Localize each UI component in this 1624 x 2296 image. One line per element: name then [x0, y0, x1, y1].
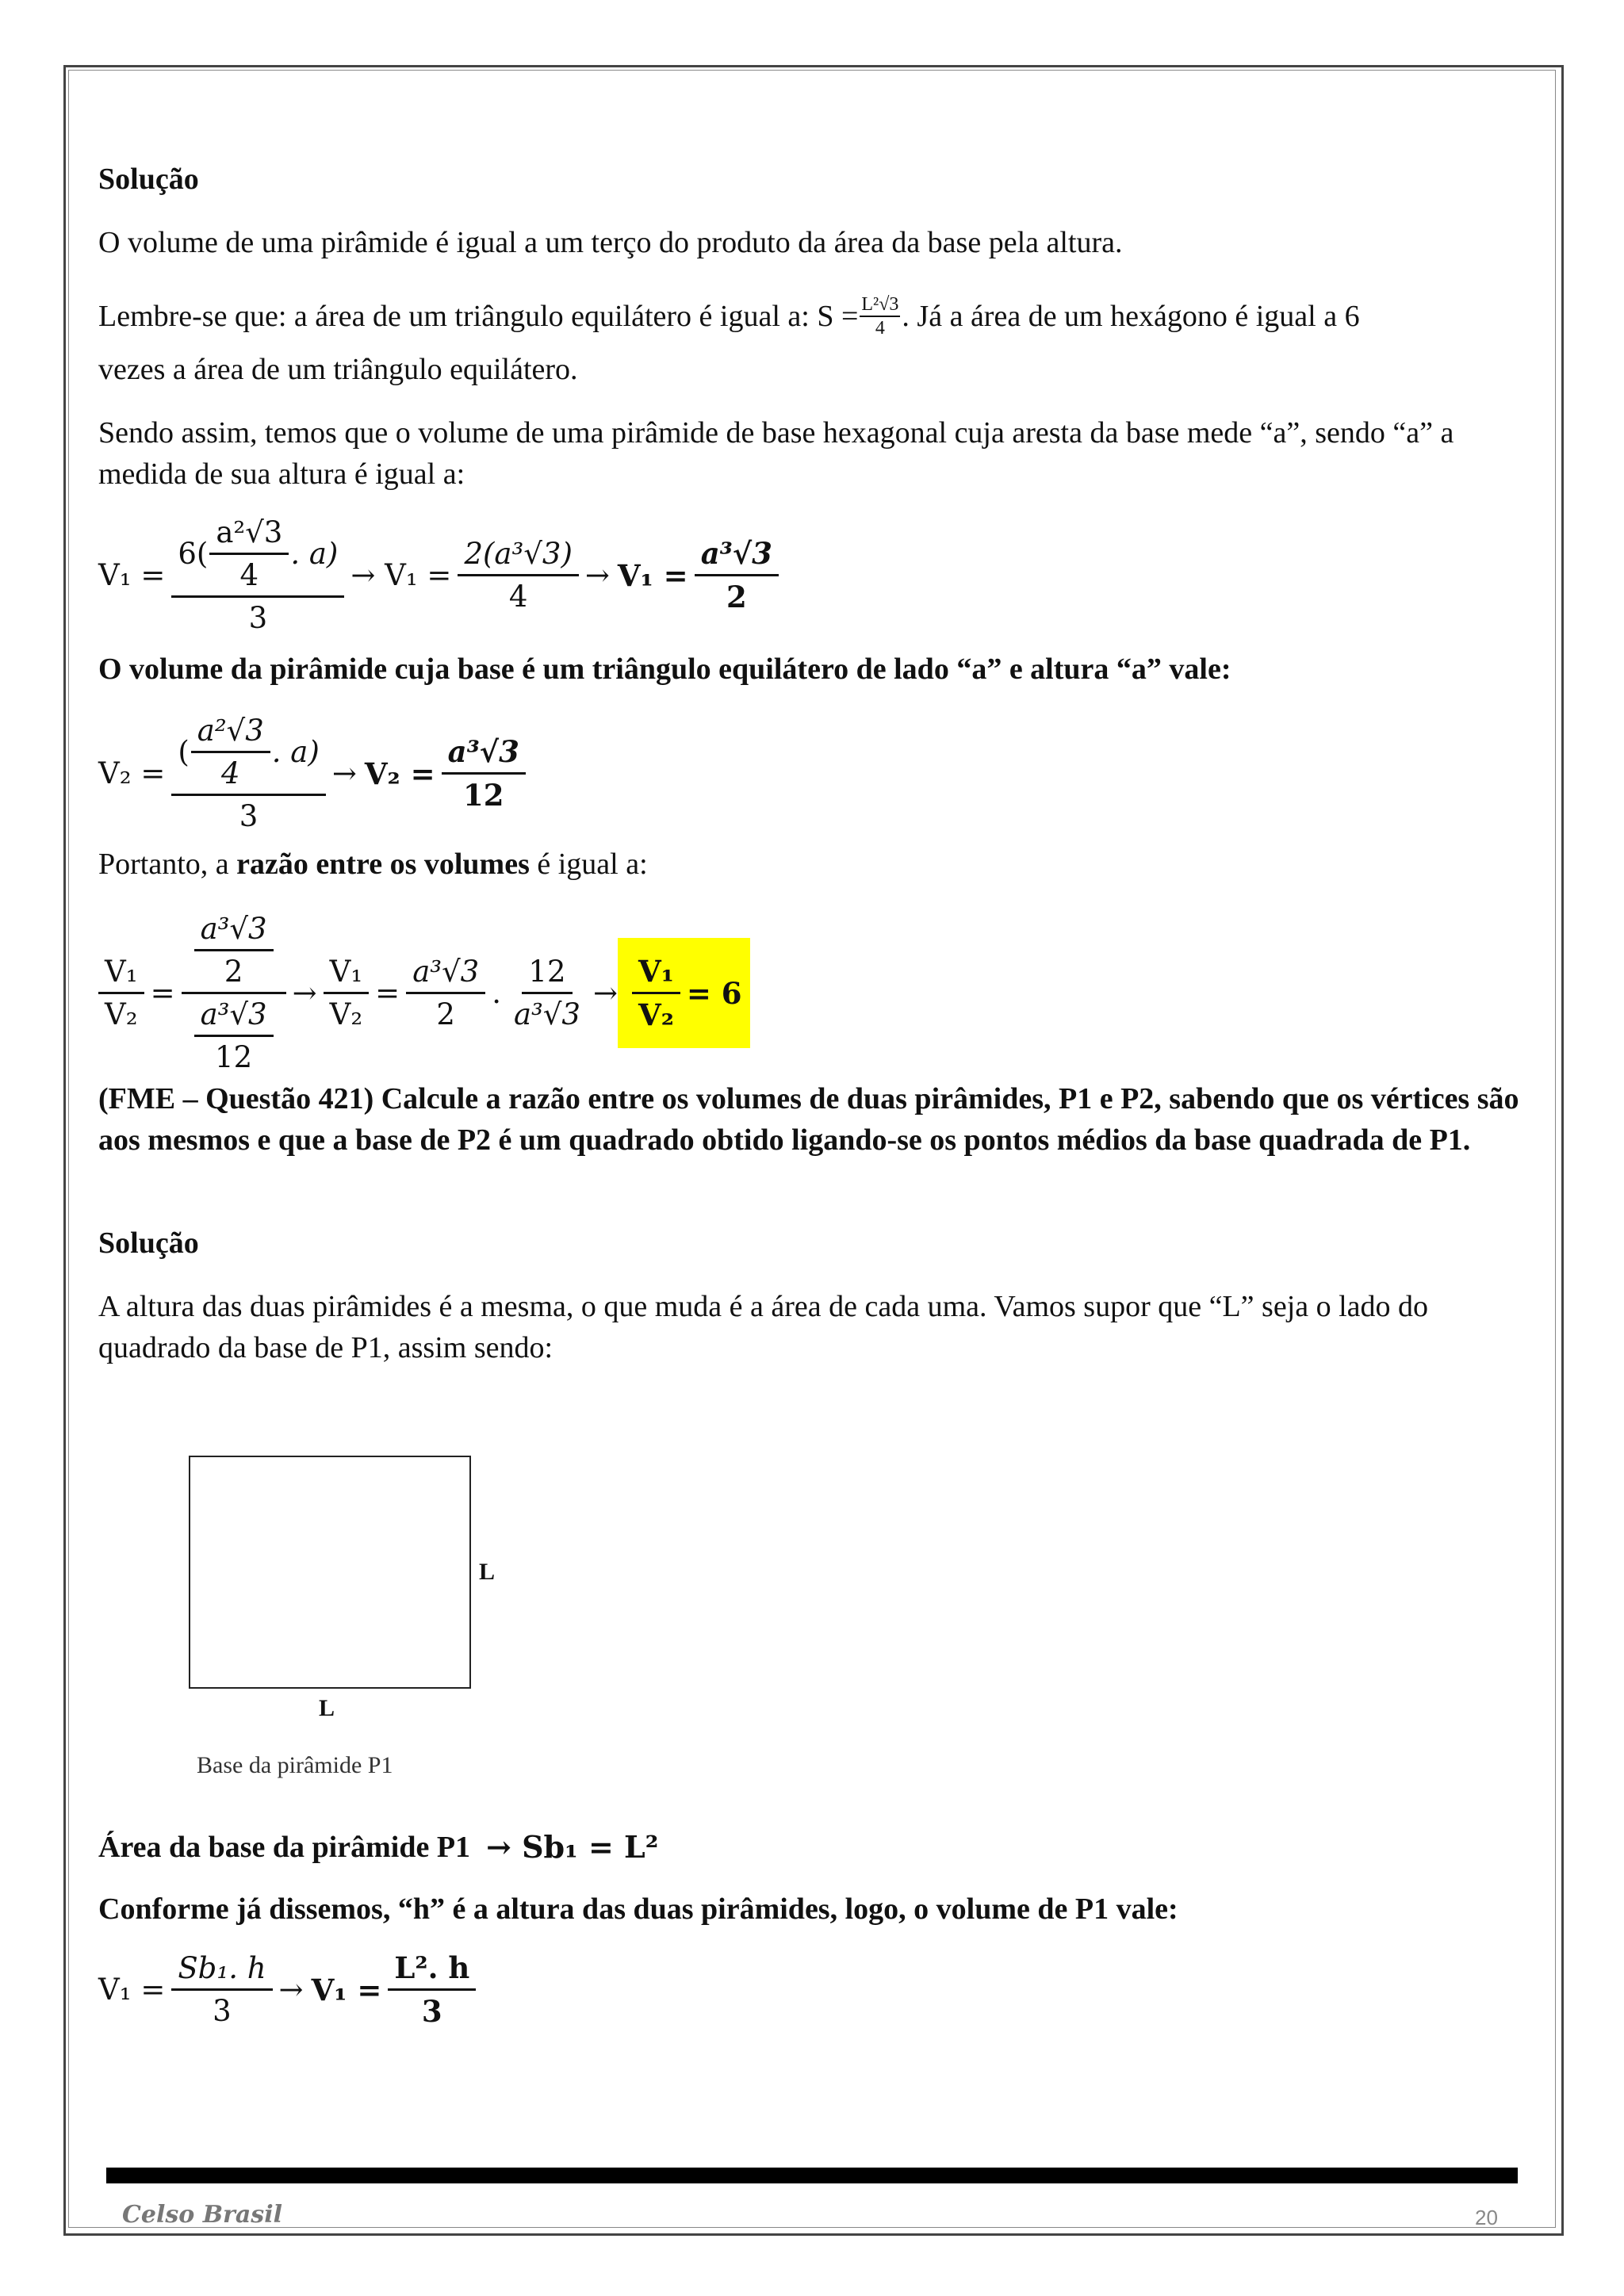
eq-result-lhs: V₂ = — [364, 756, 435, 791]
eq-text: a²√3 — [209, 515, 289, 555]
figure-caption: Base da pirâmide P1 — [197, 1752, 393, 1778]
eq-text: . a) — [271, 735, 320, 769]
paragraph-triangle-area — [98, 293, 1360, 339]
eq-result: = 6 — [686, 975, 742, 1011]
eq-arrow: → V₁ = — [350, 558, 452, 592]
eq-inner-frac — [194, 997, 274, 1074]
eq-text: a³√3 — [194, 997, 274, 1037]
page-number: 20 — [1475, 2206, 1498, 2229]
eq-text: 4 — [508, 580, 528, 614]
eq-text: 12 — [215, 1040, 253, 1074]
eq-compound-num — [182, 912, 286, 994]
eq-arrow: → — [592, 976, 618, 1010]
eq-text: 2 — [436, 997, 455, 1031]
triangle-area-formula — [860, 293, 900, 339]
base-area-formula: → Sb₁ = L² — [486, 1829, 659, 1865]
eq-text: a³√3 — [194, 912, 274, 951]
base-area-text: Área da base da pirâmide P1 — [98, 1831, 471, 1864]
solution-heading-1: Solução — [98, 163, 199, 196]
eq-text: V₂ — [105, 997, 138, 1031]
eq-text: . a) — [290, 537, 339, 571]
eq-text: a³√3 — [406, 955, 485, 994]
eq-text: 3 — [213, 1994, 232, 2028]
ratio-text-a: Portanto, a — [98, 848, 237, 881]
paragraph-triangular-pyramid: O volume da pirâmide cuja base é um triângulo equilátero de lado “a” e altura “a” vale: — [98, 652, 1231, 686]
eq-text: V₁ — [324, 955, 370, 994]
side-label-L: L — [479, 1559, 496, 1585]
eq-text: a³√3 — [442, 734, 526, 775]
eq-inner-frac — [209, 515, 289, 592]
eq-arrow: → — [278, 1973, 304, 2007]
eq-text: ( — [178, 735, 190, 769]
eq-lhs: V₁ = — [98, 1973, 166, 2007]
ratio-text-bold: razão entre os volumes — [236, 848, 530, 881]
eq-compound-frac — [182, 912, 286, 1074]
base-area-line — [98, 1827, 658, 1868]
eq-text: L². h — [388, 1950, 476, 1991]
solution-heading-2: Solução — [98, 1226, 199, 1260]
hexagon-area-text: . Já a área de um hexágono é igual a 6 — [902, 300, 1360, 333]
eq-text: 12 — [522, 955, 572, 994]
eq-frac — [98, 955, 144, 1031]
highlighted-result — [618, 938, 750, 1048]
eq-lhs: V₂ = — [98, 756, 166, 790]
eq-text: a³√3 — [695, 536, 779, 576]
eq-frac — [324, 955, 370, 1031]
eq-lhs: V₁ = — [98, 558, 166, 592]
eq-frac-1 — [171, 515, 344, 635]
eq-inner-frac — [191, 714, 270, 790]
eq-text: Sb₁. h — [171, 1951, 272, 1991]
eq-equals: = — [150, 976, 175, 1010]
bottom-label-L: L — [319, 1695, 335, 1721]
eq-text: 2 — [224, 955, 243, 989]
ratio-text-c: é igual a: — [529, 848, 648, 881]
eq-frac-num — [171, 515, 344, 598]
eq-result-lhs: V₁ = — [311, 1972, 382, 2007]
equation-v1 — [98, 515, 785, 635]
eq-text: V₁ — [98, 955, 144, 994]
formula-denominator: 4 — [875, 318, 885, 339]
eq-frac-num — [171, 714, 325, 796]
eq-text: 12 — [463, 778, 504, 813]
eq-frac — [632, 954, 680, 1032]
eq-text: 2 — [726, 580, 747, 614]
paragraph-heights: A altura das duas pirâmides é a mesma, o que muda é a área de cada uma. Vamos supor que “L” seja o lado do quadrado da base de P1, assim sendo: — [98, 1290, 1429, 1364]
paragraph-hexagon: vezes a área de um triângulo equilátero. — [98, 353, 578, 386]
eq-compound-den — [182, 994, 286, 1074]
equation-v2 — [98, 714, 532, 833]
eq-text: 4 — [239, 558, 259, 592]
eq-frac-den: 3 — [239, 799, 259, 833]
paragraph-volume-p1: Conforme já dissemos, “h” é a altura das duas pirâmides, logo, o volume de P1 vale: — [98, 1892, 1178, 1926]
eq-text: V₁ — [632, 954, 680, 994]
eq-text: 3 — [421, 1994, 442, 2029]
paragraph-hexagonal-pyramid: Sendo assim, temos que o volume de uma pirâmide de base hexagonal cuja aresta da base mede “a”, sendo “a” a medida de sua altura é igual a: — [98, 416, 1454, 491]
paragraph-volume-rule: O volume de uma pirâmide é igual a um terço do produto da área da base pela altura. — [98, 226, 1123, 259]
eq-frac — [508, 955, 587, 1031]
eq-frac-1 — [171, 714, 325, 833]
eq-text: a³√3 — [513, 997, 580, 1031]
eq-arrow: → — [292, 976, 317, 1010]
eq-arrow: → — [331, 756, 357, 790]
eq-arrow: → — [584, 558, 610, 592]
eq-result-lhs: V₁ = — [617, 557, 688, 593]
paragraph-ratio — [98, 844, 648, 885]
eq-frac — [406, 955, 485, 1031]
equation-v1-p1 — [98, 1950, 482, 2029]
footer-rule — [106, 2168, 1518, 2183]
eq-equals: = — [375, 976, 400, 1010]
base-square-figure — [189, 1456, 471, 1689]
formula-numerator: L²√3 — [860, 293, 900, 317]
footer-author: Celso Brasil — [122, 2201, 282, 2229]
eq-result-frac — [695, 536, 779, 614]
equation-ratio — [98, 912, 750, 1074]
triangle-area-text: Lembre-se que: a área de um triângulo equilátero é igual a: S = — [98, 300, 859, 333]
eq-result-frac — [442, 734, 526, 813]
eq-text: 4 — [221, 756, 240, 790]
question-fme-421: (FME – Questão 421) Calcule a razão entre os volumes de duas pirâmides, P1 e P2, sabendo que os vértices são aos mesmos e que a base de P2 é um quadrado obtido ligando-se os pontos médios da base quadrada de P1. — [98, 1082, 1519, 1157]
eq-text: 2(a³√3) — [458, 537, 578, 576]
eq-text: 6( — [178, 537, 209, 571]
eq-text: V₂ — [329, 997, 363, 1031]
eq-frac-1 — [171, 1951, 272, 2028]
eq-frac-2 — [458, 537, 578, 614]
eq-frac-den: 3 — [248, 601, 268, 635]
eq-inner-frac — [194, 912, 274, 989]
eq-text: a²√3 — [191, 714, 270, 753]
eq-text: V₂ — [638, 997, 674, 1032]
eq-result-frac — [388, 1950, 476, 2029]
eq-dot: . — [492, 976, 501, 1010]
